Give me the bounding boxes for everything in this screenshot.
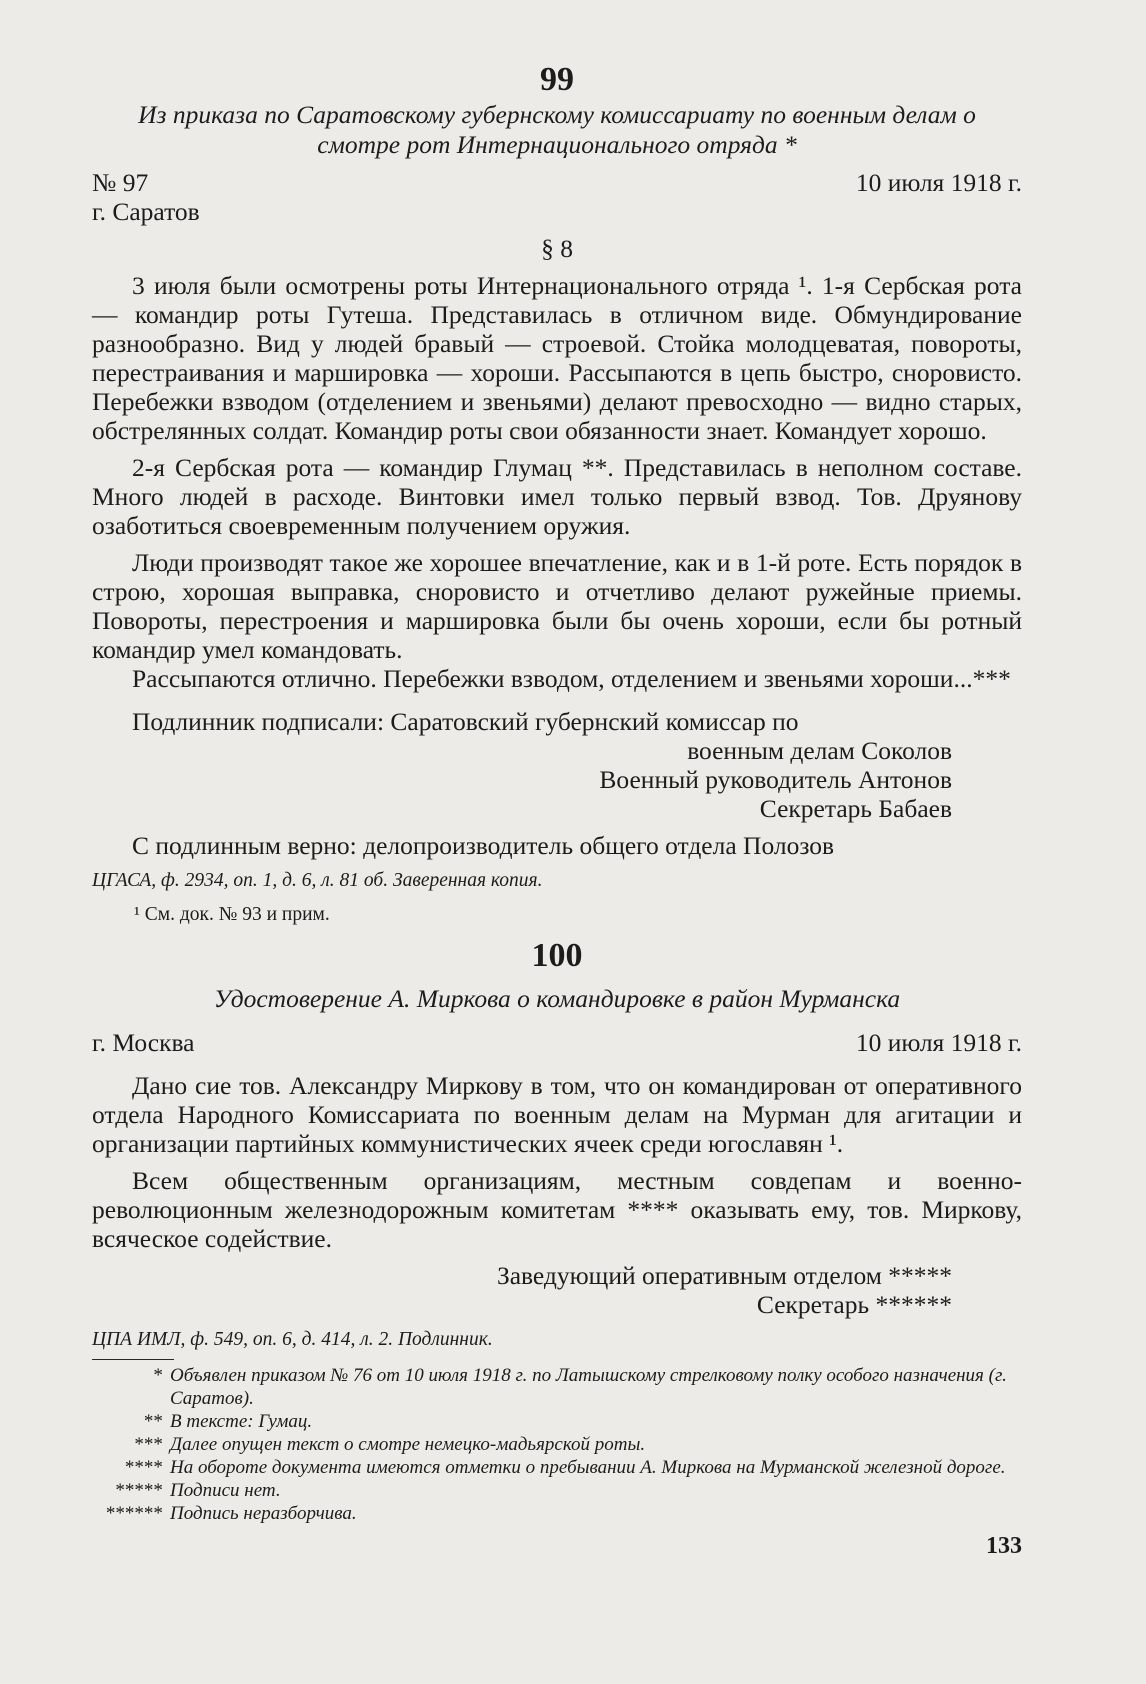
doc99-header-row (92, 168, 1022, 197)
doc99-signer-2: Военный руководитель Антонов (599, 765, 952, 794)
footnote-item (92, 1364, 1022, 1410)
footnote-text: В тексте: Гумац. (170, 1411, 313, 1432)
footnote-text: На обороте документа имеются отметки о пребывании А. Миркова на Мурманской железной дороге. (170, 1457, 1006, 1478)
doc99-certified: С подлинным верно: делопроизводитель общего отдела Полозов (132, 831, 835, 860)
document-page (92, 60, 1022, 1660)
doc100-signer-2: Секретарь ****** (756, 1290, 952, 1319)
footnote-text: Далее опущен текст о смотре немецко-мадьярской роты. (170, 1434, 646, 1455)
doc100-paragraph-2: Всем общественным организациям, местным совдепам и военно-революционным железнодорожным комитетам **** оказывать ему, тов. Миркову, всяческое содействие. (92, 1166, 1022, 1253)
doc99-source: ЦГАСА, ф. 2934, оп. 1, д. 6, л. 81 об. Заверенная копия. (92, 870, 543, 891)
footnote-item (92, 1456, 1022, 1479)
footnote-mark: ****** (105, 1503, 162, 1524)
footnote-item (92, 1502, 1022, 1525)
doc99-paragraph-1: 3 июля были осмотрены роты Интернационального отряда ¹. 1-я Сербская рота — командир роты Гутеша. Представилась в отличном виде. Обмундирование разнообразно. Вид у людей бравый — строевой. Стойка молодцеватая, повороты, перестраивания и маршировка — хороши. Рассыпаются в цепь быстро, сноровисто. Перебежки взводом (отделением и звеньями) делают превосходно — видно старых, обстрелянных солдат. Командир роты свои обязанности знает. Командует хорошо. (92, 271, 1022, 445)
page-number: 133 (986, 1533, 1022, 1559)
doc100-date: 10 июля 1918 г. (855, 1028, 1022, 1057)
doc100-signer-1: Заведующий оперативным отделом ***** (496, 1261, 952, 1290)
doc100-paragraph-1: Дано сие тов. Александру Миркову в том, что он командирован от оперативного отдела Народного Комиссариата по военным делам на Мурман для агитации и организации партийных коммунистических ячеек среди югославян ¹. (92, 1071, 1022, 1158)
footnote-mark: *** (133, 1434, 162, 1455)
doc100-header-row (92, 1028, 1022, 1057)
doc99-signed-cont: военным делам Соколов (687, 736, 952, 765)
footnote-text: Объявлен приказом № 76 от 10 июля 1918 г. по Латышскому стрелковому полку особого назначения (г. Саратов). (170, 1365, 1007, 1409)
footnote-item (92, 1479, 1022, 1502)
doc99-date: 10 июля 1918 г. (855, 168, 1022, 197)
doc100-title: Удостоверение А. Миркова о командировке в район Мурманска (213, 984, 901, 1013)
doc99-paragraph-4: Рассыпаются отлично. Перебежки взводом, отделением и звеньями хороши...*** (132, 664, 1011, 693)
doc99-paragraph-3: Люди производят такое же хорошее впечатление, как и в 1-й роте. Есть порядок в строю, хорошая выправка, сноровисто и отчетливо делают ружейные приемы. Повороты, перестроения и маршировка были бы очень хороши, если бы ротный командир умел командовать. (92, 548, 1022, 664)
doc99-paragraph-2: 2-я Сербская рота — командир Глумац **. Представилась в неполном составе. Много людей в расходе. Винтовки имел только первый взвод. Тов. Друянову озаботиться своевременным получением оружия. (92, 453, 1022, 540)
doc99-order-number: № 97 (92, 168, 149, 197)
doc99-footnote: ¹ См. док. № 93 и прим. (134, 904, 330, 925)
footnote-divider (92, 1359, 174, 1360)
footnote-text: Подпись неразборчива. (170, 1503, 357, 1524)
footnote-mark: ***** (114, 1480, 162, 1501)
footnote-text: Подписи нет. (170, 1480, 281, 1501)
doc100-number: 100 (531, 937, 583, 974)
doc99-place: г. Саратов (92, 197, 200, 226)
footnote-mark: * (152, 1365, 162, 1386)
footnote-mark: ** (143, 1411, 162, 1432)
footnote-mark: **** (124, 1457, 162, 1478)
doc99-section: § 8 (541, 234, 573, 263)
doc99-signer-3: Секретарь Бабаев (759, 794, 952, 823)
footnote-item (92, 1433, 1022, 1456)
doc100-place: г. Москва (92, 1028, 195, 1057)
doc100-source: ЦПА ИМЛ, ф. 549, оп. 6, д. 414, л. 2. Подлинник. (92, 1329, 493, 1350)
doc99-signed-intro: Подлинник подписали: Саратовский губернский комиссар по (132, 707, 799, 736)
footnotes (92, 1364, 1022, 1525)
doc99-title: Из приказа по Саратовскому губернскому комиссариату по военным делам о смотре рот Интернационального отряда * (138, 100, 976, 159)
footnote-item (92, 1410, 1022, 1433)
doc99-number: 99 (540, 61, 574, 98)
